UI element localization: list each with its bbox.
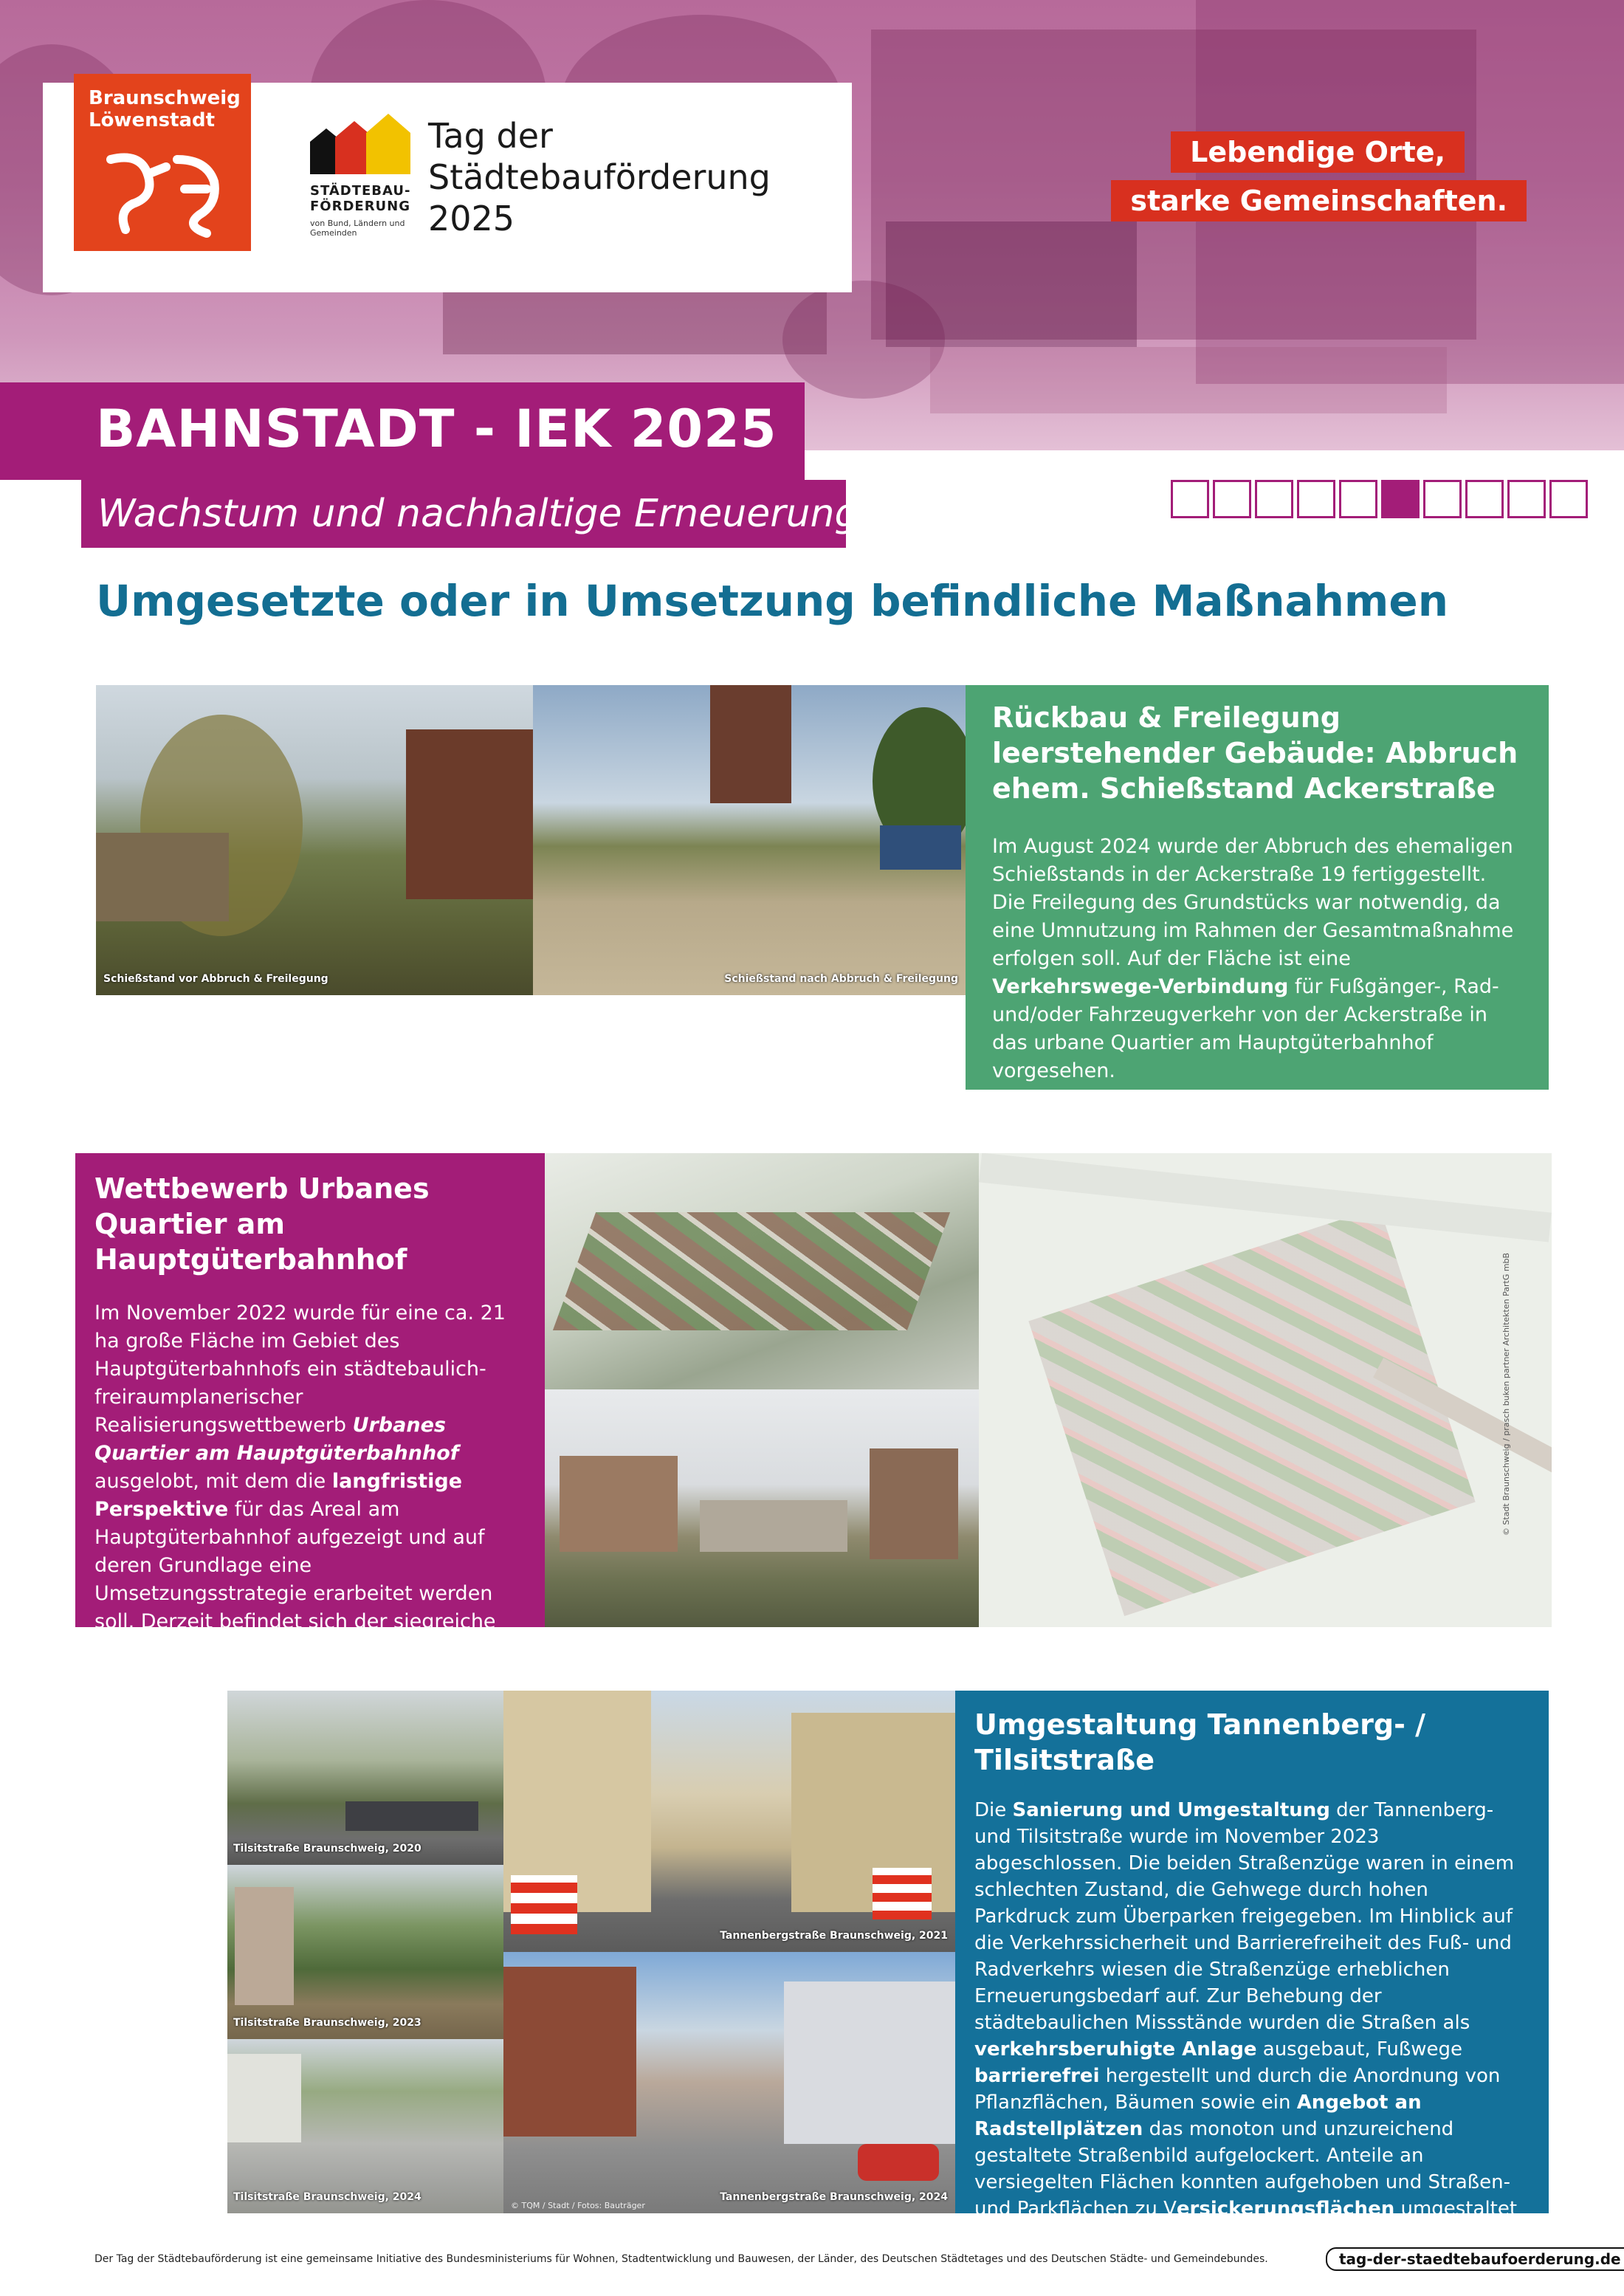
text-box-competition	[75, 1153, 545, 1661]
photo-caption: Tilsitstraße Braunschweig, 2024	[233, 2191, 422, 2203]
box-text: Die Sanierung und Umgestaltung der Tannenberg- und Tilsitstraße wurde im November 2023 abgeschlossen. Die beiden Straßenzüge waren in einem schlechten Zustand, die Gehwege durch hohen Parkdruck zum Überparken freigegeben. Im Hinblick auf die Verkehrssicherheit und Barrierefreiheit des Fuß- und Radverkehrs wiesen die Straßenzüge erheblichen Erneuerungsbedarf auf. Zur Behebung der städtebaulichen Missstände wurden die Straßen als verkehrsberuhigte Anlage ausgebaut, Fußwege barrierefrei hergestellt und durch die Anordnung von Pflanzflächen, Bäumen sowie ein Angebot an Radstellplätzen das monoton und unzureichend gestaltete Straßenbild aufgelockert. Anteile an versiegelten Flächen konnten aufgehoben und Straßen- und Parkflächen zu Versickerungsflächen umgestaltet werden.	[974, 1799, 1518, 2247]
progress-square	[1381, 480, 1420, 518]
slogan-line2: starke Gemeinschaften.	[1111, 180, 1527, 221]
copyright-note: © Stadt Braunschweig / prasch buken partner Architekten PartG mbB	[1501, 1252, 1511, 1536]
city-logo-text: Braunschweig Löwenstadt	[89, 87, 241, 131]
page-title: BAHNSTADT - IEK 2025	[96, 399, 777, 459]
photo-caption: Tilsitstraße Braunschweig, 2020	[233, 1843, 422, 1855]
footer-url-link[interactable]: tag-der-staedtebaufoerderung.de	[1326, 2247, 1624, 2271]
photo-caption: Schießstand nach Abbruch & Freilegung	[724, 973, 958, 985]
page-subtitle: Wachstum und nachhaltige Erneuerung	[97, 492, 859, 536]
event-year: 2025	[428, 199, 515, 238]
progress-square	[1213, 480, 1251, 518]
box-text: Im November 2022 wurde für eine ca. 21 ha große Fläche im Gebiet des Hauptgüterbahnhofs ein städtebaulich-freiraumplanerischer Realisierungswettbewerb Urbanes Quartier am Hauptgüterbahnhof ausgelobt, mit dem die langfristige Perspektive für das Areal am Hauptgüterbahnhof aufgezeigt und auf deren Grundlage eine Umsetzungsstrategie erarbeitet werden soll. Derzeit befindet sich der siegreiche Entwurf in einer Überarbeitungsphase.	[94, 1302, 506, 1661]
site-plan	[979, 1153, 1552, 1627]
slogan-line1: Lebendige Orte,	[1171, 131, 1465, 173]
box-title: Rückbau & Freilegung leerstehender Gebäude: Abbruch ehem. Schießstand Ackerstraße	[992, 701, 1518, 805]
progress-square	[1549, 480, 1588, 518]
event-title-line1: Tag der	[428, 116, 553, 156]
box-title: Umgestaltung Tannenberg- / Tilsitstraße	[974, 1708, 1425, 1776]
progress-square	[1423, 480, 1462, 518]
footer-note: Der Tag der Städtebauförderung ist eine gemeinsame Initiative des Bundesministeriums für Wohnen, Stadtentwicklung und Bauwesen, der Länder, des Deutschen Städtetages und des Deutschen Städte- und Gemeindebundes.	[94, 2253, 1268, 2265]
photo-tilsit-2024	[227, 2039, 503, 2213]
photo-tilsit-2020	[227, 1691, 503, 1865]
house-icon	[310, 112, 413, 174]
rendering-aerial	[545, 1153, 979, 1389]
photo-tannenberg-2021	[503, 1691, 955, 1952]
progress-square	[1297, 480, 1335, 518]
photo-after-demolition	[533, 685, 966, 995]
photo-tilsit-2023	[227, 1865, 503, 2039]
photo-before-demolition	[96, 685, 533, 995]
progress-square	[1507, 480, 1546, 518]
event-title	[428, 115, 812, 239]
progress-indicator	[1171, 480, 1592, 523]
braunschweig-logo	[74, 74, 251, 251]
program-label: STÄDTEBAU-FÖRDERUNG	[310, 183, 411, 214]
photo-tannenberg-2024	[503, 1952, 955, 2213]
progress-square	[1255, 480, 1293, 518]
subtitle-band	[81, 480, 859, 548]
photo-caption: Tannenbergstraße Braunschweig, 2024	[720, 2191, 948, 2203]
text-box-street-redesign	[955, 1691, 1549, 2247]
box-text: Im August 2024 wurde der Abbruch des ehemaligen Schießstands in der Ackerstraße 19 fertiggestellt. Die Freilegung des Grundstücks war notwendig, da eine Umnutzung im Rahmen der Gesamtmaßnahme erfolgen soll. Auf der Fläche ist eine Verkehrswege-Verbindung für Fußgänger-, Rad- und/oder Fahrzeugverkehr von der Ackerstraße in das urbane Quartier am Hauptgüterbahnhof vorgesehen.	[992, 835, 1514, 1082]
text-box-demolition	[966, 685, 1549, 1090]
progress-square	[1339, 480, 1377, 518]
section-heading: Umgesetzte oder in Umsetzung befindliche Maßnahmen	[96, 576, 1448, 626]
photo-caption: Tannenbergstraße Braunschweig, 2021	[720, 1930, 948, 1942]
lion-icon	[96, 145, 229, 241]
title-band	[0, 382, 805, 480]
copyright-note: © TQM / Stadt / Fotos: Bauträger	[511, 2201, 645, 2210]
program-sublabel: von Bund, Ländern und Gemeinden	[310, 219, 405, 238]
slogan	[1084, 131, 1527, 227]
event-title-line2: Städtebauförderung	[428, 157, 771, 197]
photo-caption: Schießstand vor Abbruch & Freilegung	[103, 973, 328, 985]
rendering-street	[545, 1389, 979, 1627]
progress-square	[1465, 480, 1504, 518]
photo-caption: Tilsitstraße Braunschweig, 2023	[233, 2017, 422, 2029]
progress-square	[1171, 480, 1209, 518]
box-title: Wettbewerb Urbanes Quartier am Hauptgüterbahnhof	[94, 1172, 430, 1276]
